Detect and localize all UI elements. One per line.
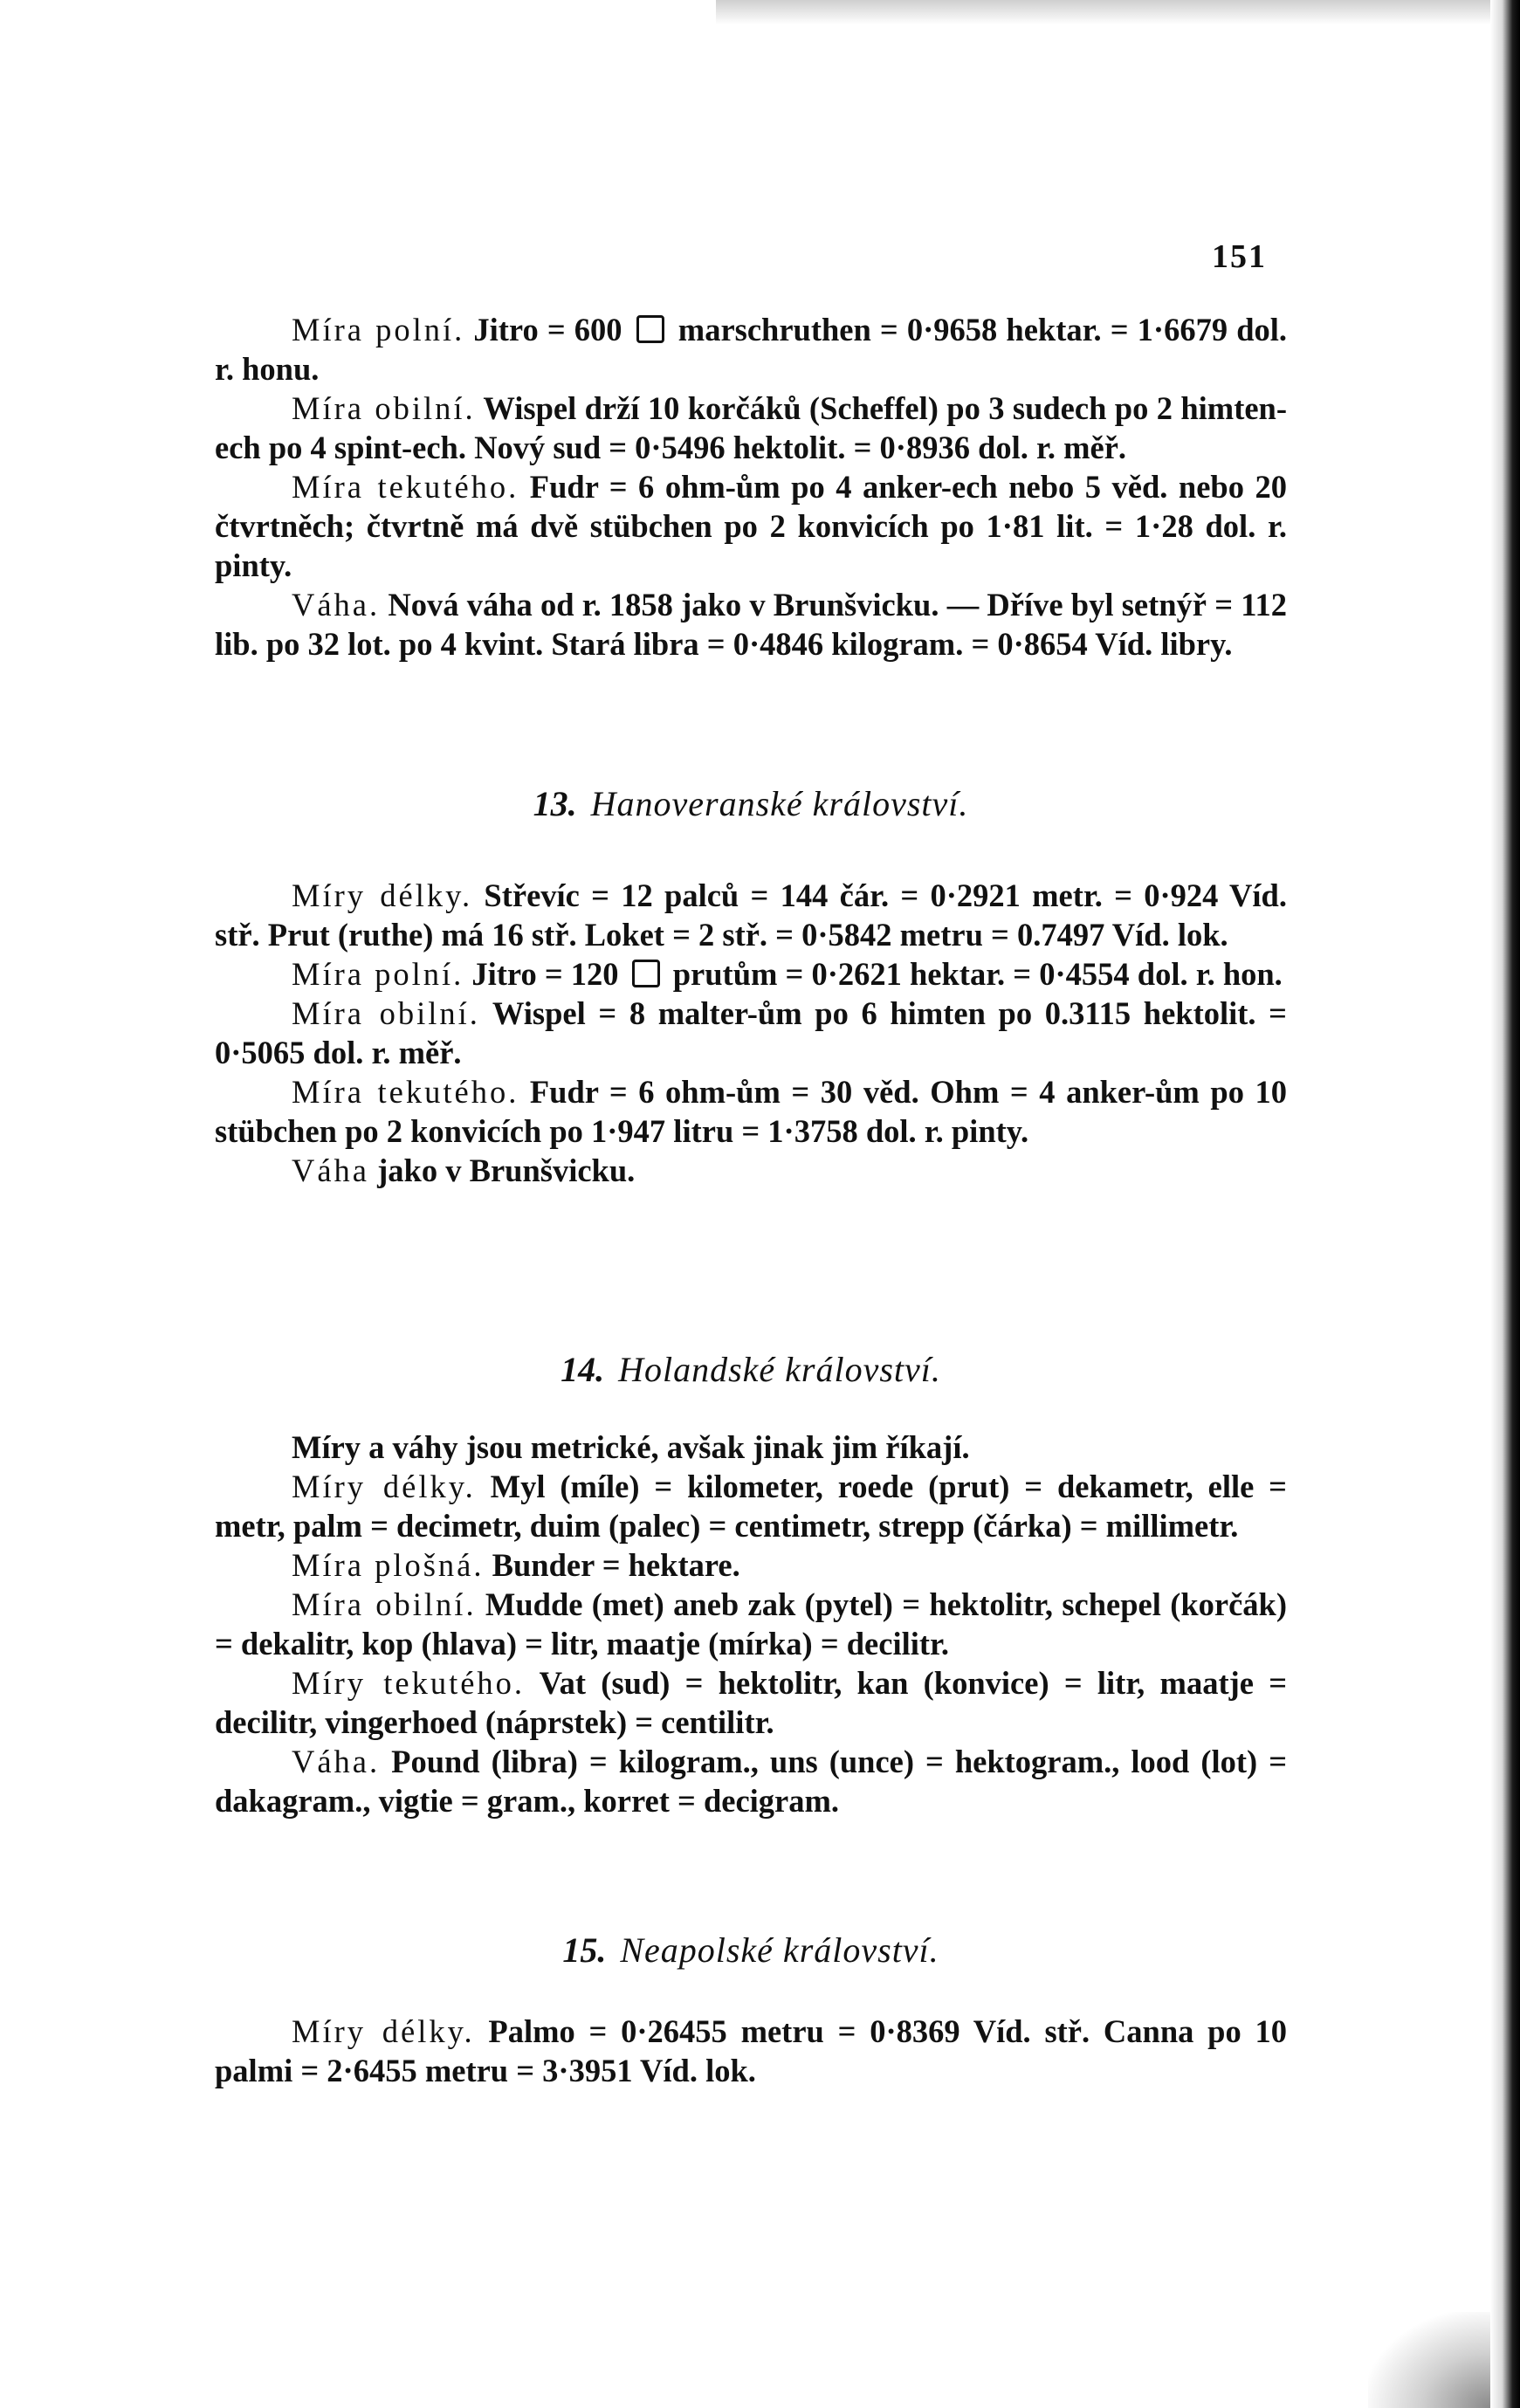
paragraph-mira-plosna xyxy=(215,1545,1287,1585)
paragraph-label: Míry délky. xyxy=(292,1469,476,1504)
page-number: 151 xyxy=(1212,238,1267,275)
paragraph-label: Míra polní. xyxy=(292,312,465,347)
paragraph-label: Míry délky. xyxy=(292,877,473,913)
section-13-body xyxy=(215,876,1287,1190)
paragraph-label: Míra tekutého. xyxy=(292,1074,519,1110)
paragraph-text: jako v Brunšvicku. xyxy=(369,1152,636,1188)
scan-top-shadow xyxy=(716,0,1520,24)
section-title: Holandské království. xyxy=(618,1350,941,1389)
paragraph-label: Váha. xyxy=(292,587,381,623)
scan-right-edge xyxy=(1490,0,1520,2408)
paragraph-vaha xyxy=(215,1742,1287,1820)
section-heading-13 xyxy=(215,783,1287,824)
paragraph-text: Fudr = 6 ohm-ům po 4 anker-ech nebo 5 věd. nebo 20 čtvrtněch; čtvrtně má dvě stübchen po 2 konvicích po 1·81 lit. = 1·28 dol. r. pinty. xyxy=(215,469,1287,583)
paragraph-text: Bunder = hektare. xyxy=(484,1547,740,1583)
paragraph-intro xyxy=(215,1428,1287,1467)
paragraph-text: Nová váha od r. 1858 jako v Brunšvicku. — Dříve byl setnýř = 112 lib. po 32 lot. po 4 kvint. Stará libra = 0·4846 kilogram. = 0·8654 Víd. libry. xyxy=(215,587,1287,662)
paragraph-mira-tekuteho xyxy=(215,467,1287,585)
paragraph-text: Myl (míle) = kilometer, roede (prut) = dekametr, elle = metr, palm = decimetr, duim (palec) = centimetr, strepp (čárka) = millimetr. xyxy=(215,1469,1287,1544)
paragraph-mira-obilni xyxy=(215,389,1287,467)
section-15-body xyxy=(215,2012,1287,2090)
paragraph-text: Pound (libra) = kilogram., uns (unce) = hektogram., lood (lot) = dakagram., vigtie = gram., korret = decigram. xyxy=(215,1744,1287,1819)
paragraph-vaha xyxy=(215,585,1287,664)
paragraph-label: Míra obilní. xyxy=(292,995,480,1031)
paragraph-text: Wispel = 8 malter-ům po 6 himten po 0.3115 hektolit. = 0·5065 dol. r. měř. xyxy=(215,995,1287,1070)
paragraph-label: Váha. xyxy=(292,1744,381,1779)
paragraph-text: Palmo = 0·26455 metru = 0·8369 Víd. stř. Canna po 10 palmi = 2·6455 metru = 3·3951 Víd. lok. xyxy=(215,2013,1287,2088)
paragraph-text: Wispel drží 10 korčáků (Scheffel) po 3 sudech po 2 himten-ech po 4 spint-ech. Nový sud = 0·5496 hektolit. = 0·8936 dol. r. měř. xyxy=(215,390,1288,465)
section-title: Hanoveranské království. xyxy=(590,784,969,823)
paragraph-vaha xyxy=(215,1151,1287,1190)
paragraph-text: Jitro = 120 xyxy=(464,956,627,992)
paragraph-mira-polni xyxy=(215,310,1287,389)
paragraph-label: Míry tekutého. xyxy=(292,1665,526,1701)
paragraph-label: Míra obilní. xyxy=(292,390,476,426)
paragraph-text: Střevíc = 12 palců = 144 čár. = 0·2921 metr. = 0·924 Víd. stř. Prut (ruthe) má 16 stř. Loket = 2 stř. = 0·5842 metru = 0.7497 Víd. lok. xyxy=(215,877,1287,953)
paragraph-mira-obilni xyxy=(215,994,1287,1072)
paragraph-label: Míra tekutého. xyxy=(292,469,519,505)
scan-corner-stain xyxy=(1368,2312,1490,2408)
paragraph-text: marschruthen = 0·9658 hektar. = 1·6679 dol. r. honu. xyxy=(215,312,1288,387)
section-heading-14 xyxy=(215,1349,1287,1390)
top-section xyxy=(215,310,1287,664)
paragraph-text: Jitro = 600 xyxy=(464,312,631,347)
section-14-body xyxy=(215,1428,1287,1820)
square-symbol-icon xyxy=(632,960,660,987)
section-number: 15. xyxy=(562,1930,607,1970)
square-symbol-icon xyxy=(636,315,664,343)
paragraph-text: Mudde (met) aneb zak (pytel) = hektolitr, schepel (korčák) = dekalitr, kop (hlava) = litr, maatje (mírka) = decilitr. xyxy=(215,1586,1288,1662)
section-number: 14. xyxy=(561,1350,605,1389)
paragraph-label: Váha xyxy=(292,1152,370,1188)
paragraph-label: Míry délky. xyxy=(292,2013,475,2049)
paragraph-label: Míra polní. xyxy=(292,956,464,992)
paragraph-text: Vat (sud) = hektolitr, kan (konvice) = litr, maatje = decilitr, vingerhoed (náprstek) = centilitr. xyxy=(215,1665,1287,1740)
paragraph-mira-obilni xyxy=(215,1585,1287,1663)
paragraph-mira-tekuteho xyxy=(215,1072,1287,1151)
paragraph-miry-delky xyxy=(215,876,1287,954)
section-title: Neapolské království. xyxy=(620,1930,939,1970)
paragraph-label: Míra plošná. xyxy=(292,1547,485,1583)
paragraph-miry-tekuteho xyxy=(215,1663,1287,1742)
paragraph-label: Míra obilní. xyxy=(292,1586,477,1622)
paragraph-text: prutům = 0·2621 hektar. = 0·4554 dol. r. hon. xyxy=(664,956,1283,992)
paragraph-miry-delky xyxy=(215,1467,1287,1545)
paragraph-text: Míry a váhy jsou metrické, avšak jinak jim říkají. xyxy=(292,1429,970,1465)
paragraph-mira-polni xyxy=(215,954,1287,994)
paragraph-miry-delky xyxy=(215,2012,1287,2090)
section-heading-15 xyxy=(215,1930,1287,1971)
paragraph-text: Fudr = 6 ohm-ům = 30 věd. Ohm = 4 anker-ům po 10 stübchen po 2 konvicích po 1·947 litru = 1·3758 dol. r. pinty. xyxy=(215,1074,1288,1149)
section-number: 13. xyxy=(533,784,577,823)
